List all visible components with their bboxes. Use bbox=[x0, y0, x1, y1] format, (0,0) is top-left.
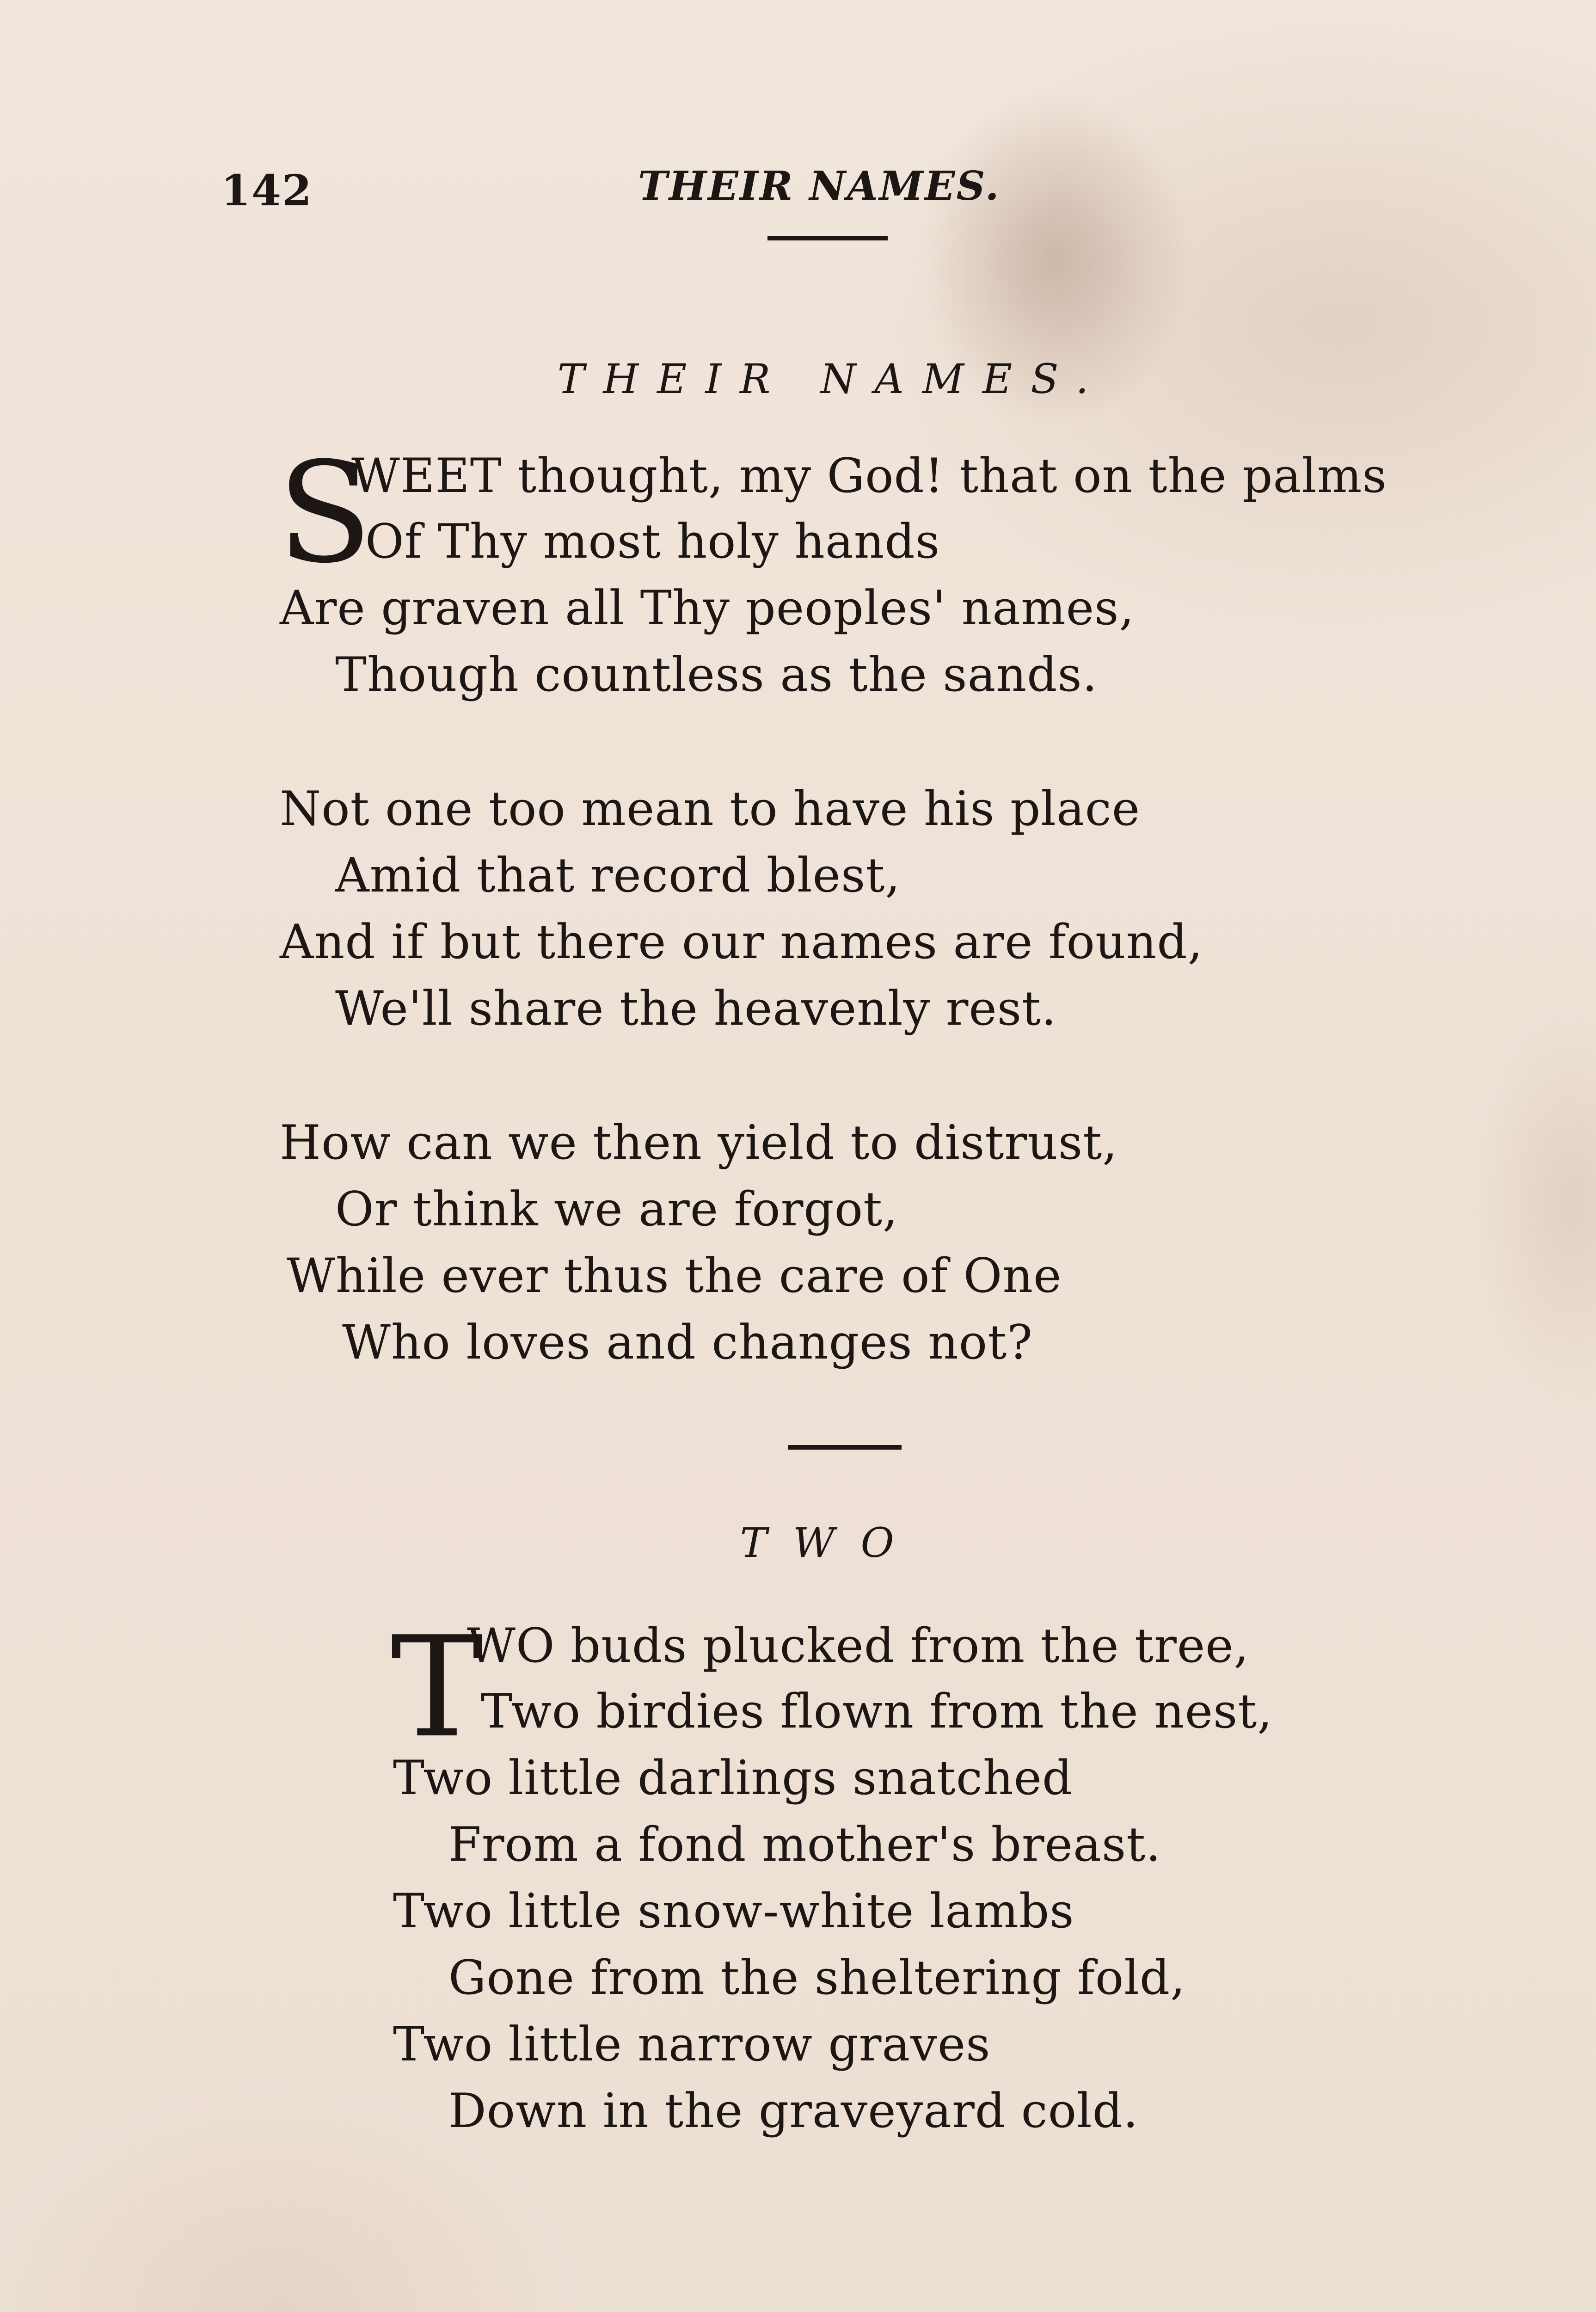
running-title: THEIR NAMES. bbox=[638, 163, 1001, 209]
poem2-line-3: Two little darlings snatched bbox=[393, 1751, 1073, 1806]
poem2-line-8: Down in the graveyard cold. bbox=[448, 2084, 1139, 2139]
poem1-line-1: WEET thought, my God! that on the palms bbox=[351, 449, 1387, 504]
poem2-line-4: From a fond mother's breast. bbox=[448, 1817, 1161, 1872]
poem1-line-12: Who loves and changes not? bbox=[342, 1315, 1033, 1370]
dropcap-t: T bbox=[391, 1607, 484, 1768]
poem1-line-9: How can we then yield to distrust, bbox=[280, 1115, 1118, 1170]
poem1-line-5: Not one too mean to have his place bbox=[280, 781, 1141, 836]
poem2-line-2: Two birdies flown from the nest, bbox=[481, 1684, 1273, 1739]
poem2-line-5: Two little snow-white lambs bbox=[393, 1884, 1074, 1939]
poem2-line-1: WO buds plucked from the tree, bbox=[467, 1618, 1249, 1673]
section-rule bbox=[788, 1445, 902, 1450]
poem-title-two: TWO bbox=[740, 1519, 920, 1567]
poem1-line-10: Or think we are forgot, bbox=[335, 1182, 898, 1237]
header-rule bbox=[767, 236, 888, 240]
poem2-line-6: Gone from the sheltering fold, bbox=[448, 1950, 1186, 2005]
dropcap-s: S bbox=[277, 432, 373, 594]
page-number: 142 bbox=[221, 166, 313, 215]
poem2-line-7: Two little narrow graves bbox=[393, 2017, 991, 2072]
poem1-line-8: We'll share the heavenly rest. bbox=[335, 981, 1057, 1036]
poem1-line-11: While ever thus the care of One bbox=[287, 1248, 1062, 1304]
poem1-line-7: And if but there our names are found, bbox=[280, 915, 1203, 970]
poem1-line-6: Amid that record blest, bbox=[335, 848, 901, 903]
poem-title-their-names: THEIR NAMES. bbox=[557, 355, 1107, 403]
poem1-line-3: Are graven all Thy peoples' names, bbox=[280, 581, 1135, 636]
poem1-line-4: Though countless as the sands. bbox=[335, 647, 1098, 702]
poem1-line-2: Of Thy most holy hands bbox=[365, 514, 940, 569]
